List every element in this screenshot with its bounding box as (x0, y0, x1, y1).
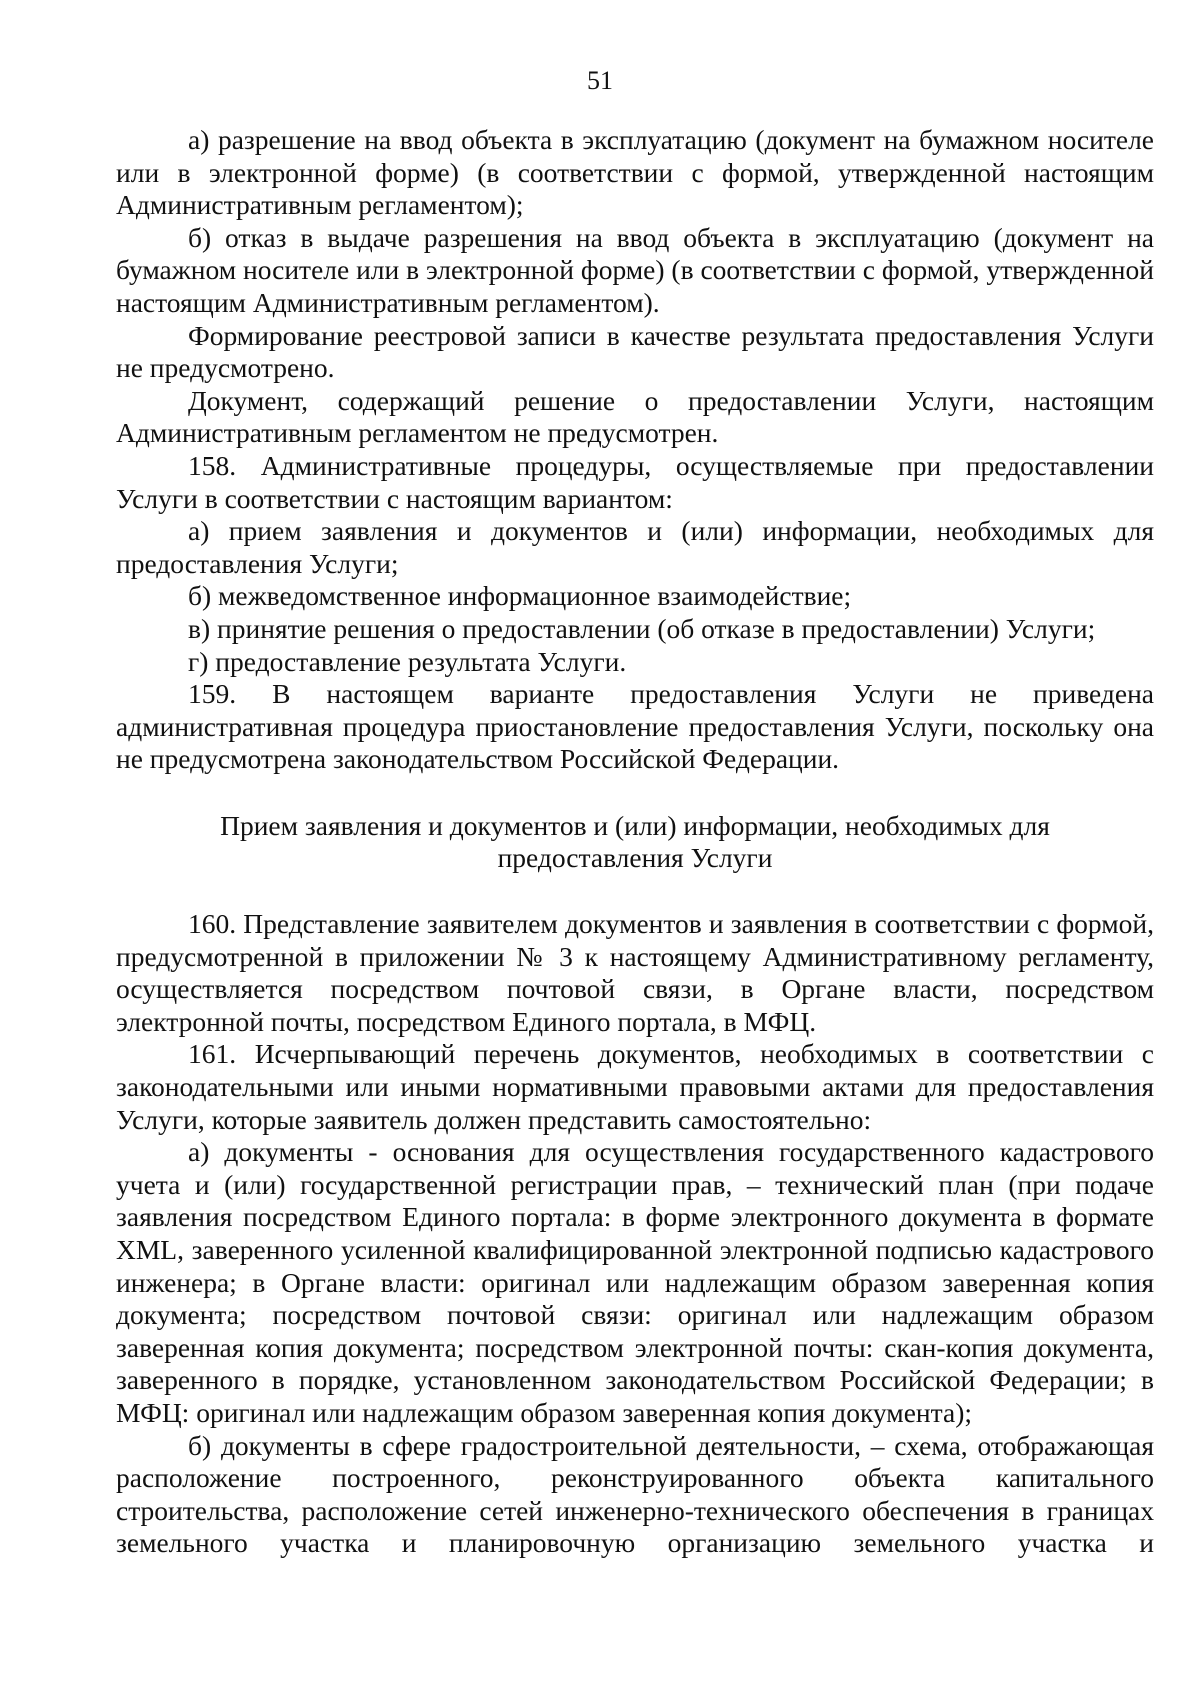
paragraph-158: 158. Административные процедуры, осуществляемые при предоставлении Услуги в соответствии с настоящим вариантом: (116, 449, 1154, 514)
paragraph-161-a: а) документы - основания для осуществления государственного кадастрового учета и (или) государственной регистрации прав, – технический план (при подаче заявления посредством Единого портала: в форме электронного документа в формате XML, заверенного усиленной квалифицированной электронной подписью кадастрового инженера; в Органе власти: оригинал или надлежащим образом заверенная копия документа; посредством почтовой связи: оригинал или надлежащим образом заверенная копия документа; посредством электронной почты: скан-копия документа, заверенного в порядке, установленном законодательством Российской Федерации; в МФЦ: оригинал или надлежащим образом заверенная копия документа); (116, 1136, 1154, 1428)
paragraph-decision-document: Документ, содержащий решение о предоставлении Услуги, настоящим Административным регламентом не предусмотрен. (116, 384, 1154, 449)
paragraph-result-a: а) разрешение на ввод объекта в эксплуатацию (документ на бумажном носителе или в электронной форме) (в соответствии с формой, утвержденной настоящим Административным регламентом); (116, 124, 1154, 221)
paragraph-159: 159. В настоящем варианте предоставления Услуги не приведена административная процедура приостановление предоставления Услуги, поскольку она не предусмотрена законодательством Российской Федерации. (116, 678, 1154, 775)
paragraph-registry-record: Формирование реестровой записи в качестве результата предоставления Услуги не предусмотрено. (116, 319, 1154, 384)
page-number: 51 (587, 66, 613, 95)
section-title (116, 810, 1154, 875)
document-body (116, 124, 1154, 1560)
paragraph-161: 161. Исчерпывающий перечень документов, необходимых в соответствии с законодательными или иными нормативными правовыми актами для предоставления Услуги, которые заявитель должен представить самостоятельно: (116, 1038, 1154, 1135)
paragraph-158-v: в) принятие решения о предоставлении (об отказе в предоставлении) Услуги; (188, 612, 1096, 644)
paragraph-161-b: б) документы в сфере градостроительной деятельности, – схема, отображающая расположение построенного, реконструированного объекта капитального строительства, расположение сетей инженерно-технического обеспечения в границах земельного участка и планировочную организацию земельного участка и (116, 1429, 1154, 1559)
paragraph-160: 160. Представление заявителем документов и заявления в соответствии с формой, предусмотренной в приложении № 3 к настоящему Административному регламенту, осуществляется посредством почтовой связи, в Органе власти, посредством электронной почты, посредством Единого портала, в МФЦ. (116, 908, 1154, 1037)
paragraph-158-g: г) предоставление результата Услуги. (188, 645, 627, 677)
paragraph-158-b: б) межведомственное информационное взаимодействие; (188, 580, 852, 612)
section-title-line-2: предоставления Услуги (497, 842, 773, 874)
section-title-line-1: Прием заявления и документов и (или) информации, необходимых для (220, 809, 1050, 841)
paragraph-result-b: б) отказ в выдаче разрешения на ввод объекта в эксплуатацию (документ на бумажном носителе или в электронной форме) (в соответствии с формой, утвержденной настоящим Административным регламентом). (116, 221, 1154, 318)
paragraph-158-a: а) прием заявления и документов и (или) информации, необходимых для предоставления Услуги; (116, 515, 1154, 579)
